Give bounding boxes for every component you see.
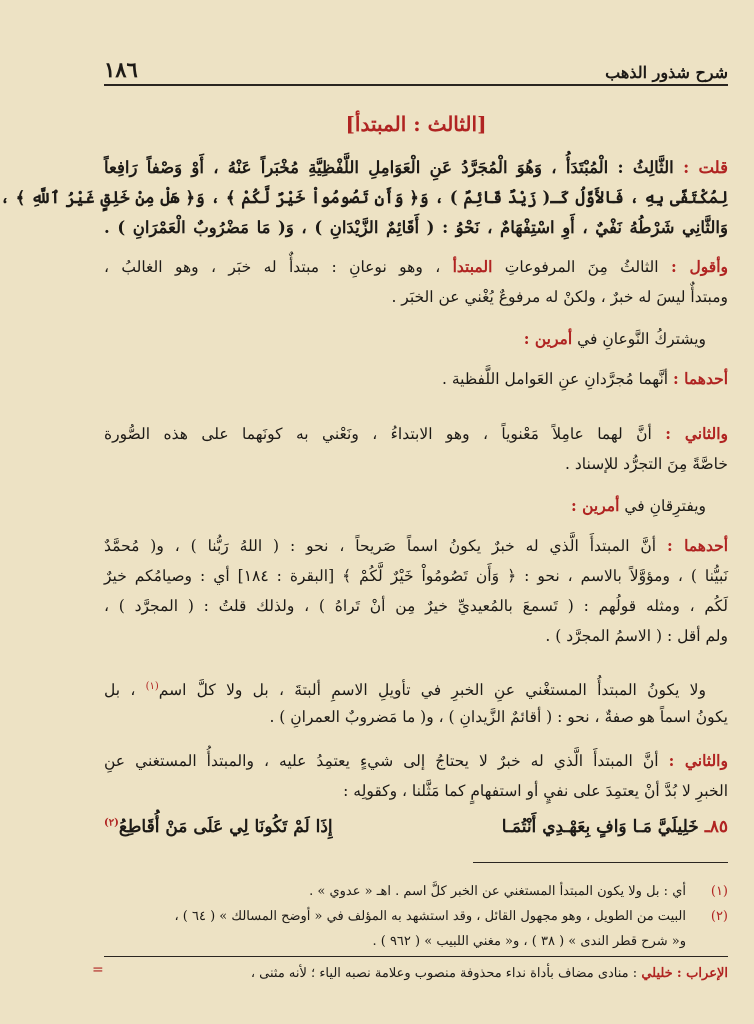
verse-first-hemistich <box>502 817 728 849</box>
verse-number: ٨٥ـ <box>704 817 728 837</box>
second-label: والثاني : <box>665 424 728 443</box>
sharh-label: وأقول : <box>670 257 728 276</box>
verse-second-hemistich <box>104 817 333 849</box>
diff-first-line-2: نَبيُّنا ) ، ومؤوَّلاً بالاسم ، نحو : ﴿ وَأَن تَصُومُواْ خَيْرٌ لَّكُمْ ﴾ [البقرة : ١٨٤] أي : وصيامُكم خيرٌ <box>104 567 729 585</box>
shared-second-line-1 <box>104 420 728 448</box>
first-label: أحدهما : <box>667 536 729 555</box>
matn-line-3: وَالثَّانِي شَرْطُهُ نَفْيٌ ، أَوِ اسْتِفْهَامٌ ، نَحْوُ : ( أَقَائِمٌ الزَّيْدَانِ ) ، وَ( مَا مَضْرُوبٌ الْعَمْرَانِ ) . <box>104 218 728 237</box>
second-label: والثاني : <box>668 751 728 770</box>
sharh-text: ويفترِقانِ في <box>624 497 706 515</box>
diff-second-line-1 <box>104 747 728 775</box>
footnote-1 <box>104 880 728 904</box>
verse-text: إِذَا لَمْ تَكُونَا لِي عَلَى مَنْ أُقَاطِعُ <box>118 817 333 837</box>
irab-text: : منادى مضاف بأداة نداء محذوفة منصوب وعلامة نصبه الياء ؛ لأنه مثنى ، <box>250 966 638 981</box>
footnote-text: أي : بل ولا يكون المبتدأ المستغني عن الخبر كلَّ اسم . اهـ « عدوي » . <box>309 884 686 899</box>
irab-line <box>104 962 728 986</box>
matn-line-2: لِمُكْتَفًى بِهِ ، فَالأَوَّلُ كَـ( زَيْدٌ قَائِمٌ ) ، وَ﴿ وَأَن تَصُومُواْ خَيْرٌ لَّكُمْ ﴾ ، وَ﴿ هَلْ مِنْ خَلِقٍ غَيْرُ ٱللَّهِ ﴾ ، <box>0 188 728 207</box>
term-amrayn: أمرين : <box>523 329 573 348</box>
shared-intro <box>104 325 728 353</box>
p7-line-2: يكونُ اسماً هو صفةٌ ، نحو : ( أقائمٌ الزَّيدانِ ) ، و( ما مَضروبٌ العمرانِ ) . <box>269 708 728 726</box>
irab-term: خليلي <box>641 966 673 981</box>
term-amrayn: أمرين : <box>571 496 620 515</box>
footnote-divider <box>473 862 728 863</box>
sharh-text: ولا يكونُ المبتدأُ المستغْني عنِ الخبرِ في تأويلِ الاسمِ ألبتةَ ، بل ولا كلَّ اسم <box>158 681 706 700</box>
irab-label: الإعراب : <box>676 966 728 981</box>
poetry-verse <box>104 817 728 849</box>
continuation-mark: = <box>92 962 104 978</box>
diff-second-line-2: الخبرِ لا بُدَّ أنْ يعتمِدَ على نفيٍ أو استفهامٍ كما مَثَّلنا ، وكقولِه : <box>343 782 728 800</box>
diff-first-line-1 <box>104 532 728 560</box>
diff-first-line-3: لَكُم ، ومثله قولُهم : ( تَسمعَ بالمُعيديِّ خيرٌ مِن أنْ تَراهُ ) ، ولذلك قلتُ : ( المجرَّد ) ، <box>104 597 728 615</box>
footnote-number: (١) <box>710 884 728 899</box>
footnote-text: و« شرح قطر الندى » ( ٣٨ ) ، و« مغني اللبيب » ( ٩٦٢ ) . <box>372 934 686 949</box>
term-mubtada: المبتدأ <box>452 257 493 276</box>
sharh-text: أنَّهما مُجرَّدانِ عنِ العَوامل اللَّفظية . <box>441 370 669 388</box>
p7-line-1 <box>104 673 728 701</box>
page-number: ١٨٦ <box>104 57 138 82</box>
sharh-text: الثالثُ مِنَ المرفوعاتِ <box>504 258 659 276</box>
sharh-line-1 <box>104 253 728 281</box>
sharh-text: ويشتركُ النَّوعانِ في <box>577 330 706 348</box>
footnote-2 <box>104 905 728 929</box>
diff-first-line-4: ولم أقل : ( الاسمُ المجرَّد ) . <box>545 627 728 645</box>
footnote-text: البيت من الطويل ، وهو مجهول القائل ، وقد استشهد به المؤلف في « أوضح المسالك » ( ٦٤ ) ، <box>174 909 686 924</box>
matn-line-1 <box>104 154 728 182</box>
footnote-marker-2[interactable]: (٢) <box>104 817 119 829</box>
book-title: شرح شذور الذهب <box>605 63 728 82</box>
shared-second-line-2: خاصَّةً مِنَ التجرُّد للإسناد . <box>565 455 728 473</box>
sharh-text: أنَّ لهما عامِلاً مَعْنوياً ، وهو الابتداءُ ، ونَعْني به كونَهما على هذه الصُّورة <box>104 425 652 443</box>
matn-label: قلت : <box>683 158 729 177</box>
sharh-text: ، وهو نوعانِ : مبتدأٌ له خبَر ، وهو الغالبُ ، <box>104 258 441 276</box>
sharh-text: أنَّ المبتدأَ الَّذي له خبرٌ لا يحتاجُ إلى شيءٍ يعتمِدُ عليه ، والمبتدأُ المستغني عنِ <box>104 752 659 770</box>
sharh-text: ، بل <box>104 681 136 700</box>
diff-intro <box>104 492 728 520</box>
sharh-text: أنَّ المبتدأَ الَّذي له خبرٌ يكونُ اسماً صَريحاً ، نحو : ( اللهُ رَبُّنا ) ، و( مُحمَّدٌ <box>104 537 657 555</box>
footnote-2-continued <box>104 930 728 954</box>
sharh-line-2: ومبتدأٌ ليسَ له خبرٌ ، ولكنْ له مرفوعٌ يُغْني عن الخبَر . <box>391 288 728 306</box>
matn-text-1: الثَّالِثُ : الْمُبْتَدَأُ ، وَهُوَ الْمُجَرَّدُ عَنِ الْعَوَامِلِ اللَّفْظِيَّةِ مُخْبَراً عَنْهُ ، أَوْ وَصْفاً رَافِعاً <box>104 158 674 177</box>
shared-first <box>104 365 728 393</box>
running-header <box>104 52 728 86</box>
first-label: أحدهما : <box>673 369 728 388</box>
verse-text: خَلِيلَيَّ مَـا وَافٍ بِعَهْـدِي أَنْتُمَـا <box>501 817 699 837</box>
section-heading: [الثالث : المبتدأ] <box>345 112 487 136</box>
irab-divider <box>104 956 728 957</box>
footnote-number: (٢) <box>710 909 728 924</box>
footnote-marker-1[interactable]: (١) <box>145 681 159 692</box>
